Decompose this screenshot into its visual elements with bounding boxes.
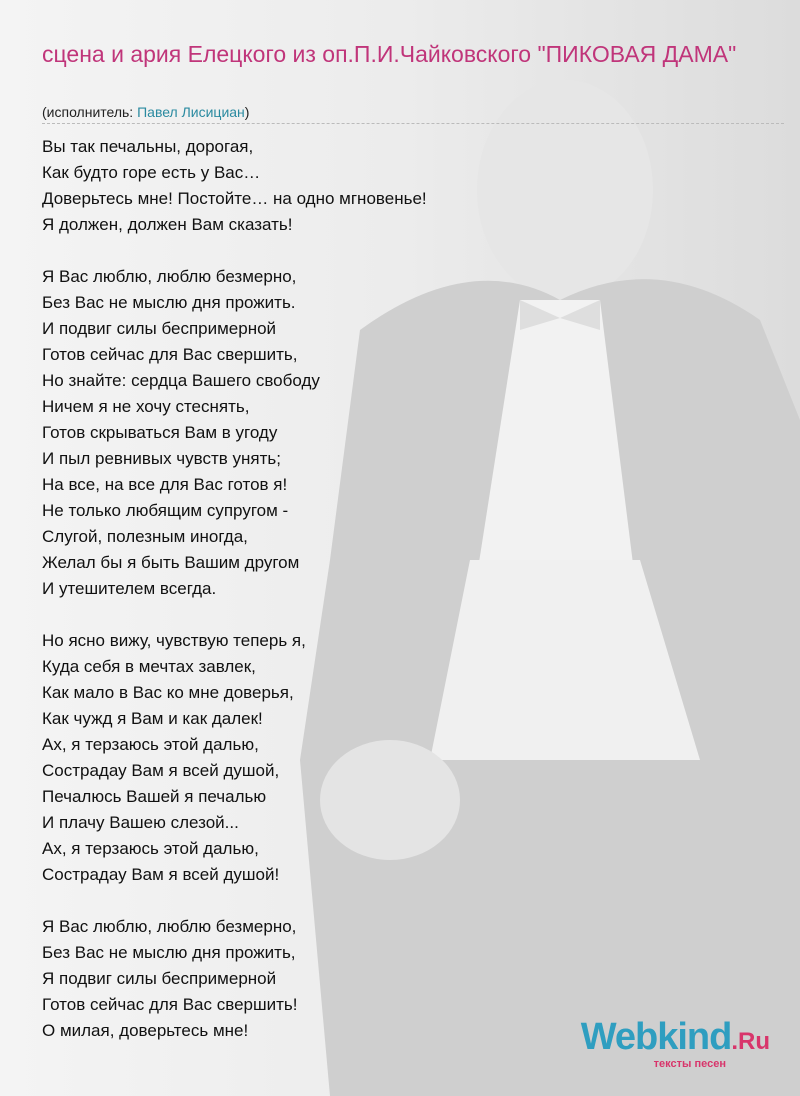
lyric-line: Как чужд я Вам и как далек! xyxy=(42,709,263,728)
lyric-line: Без Вас не мыслю дня прожить, xyxy=(42,943,296,962)
lyric-line: Без Вас не мыслю дня прожить. xyxy=(42,293,296,312)
lyric-line: Куда себя в мечтах завлек, xyxy=(42,657,256,676)
lyrics-text xyxy=(42,134,742,1070)
lyric-line: Как мало в Вас ко мне доверья, xyxy=(42,683,294,702)
lyric-line: И пыл ревнивых чувств унять; xyxy=(42,449,282,468)
logo-brand: Webkind xyxy=(580,1016,732,1058)
logo-tld: .Ru xyxy=(731,1028,770,1055)
lyric-line: Но ясно вижу, чувствую теперь я, xyxy=(42,631,306,650)
title-divider xyxy=(42,123,784,124)
lyric-line: Как будто горе есть у Вас… xyxy=(42,163,261,182)
site-logo[interactable] xyxy=(581,1017,770,1070)
lyric-line: Ах, я терзаюсь этой далью, xyxy=(42,735,259,754)
lyric-line: Готов сейчас для Вас свершить, xyxy=(42,345,298,364)
lyric-line: О милая, доверьтесь мне! xyxy=(42,1021,249,1040)
performer-close: ) xyxy=(244,104,250,120)
lyric-line: Я подвиг силы беспримерной xyxy=(42,969,277,988)
lyric-line: Вы так печальны, дорогая, xyxy=(42,137,254,156)
lyric-line: Я Вас люблю, люблю безмерно, xyxy=(42,267,297,286)
performer-link[interactable]: Павел Лисициан xyxy=(137,104,245,120)
lyric-line: Ах, я терзаюсь этой далью, xyxy=(42,839,259,858)
lyric-line: Не только любящим супругом - xyxy=(42,501,289,520)
lyric-line: Готов скрываться Вам в угоду xyxy=(42,423,278,442)
lyric-line: И утешителем всегда. xyxy=(42,579,217,598)
lyric-line: Готов сейчас для Вас свершить! xyxy=(42,995,298,1014)
lyric-line: Но знайте: сердца Вашего свободу xyxy=(42,371,320,390)
lyric-line: Доверьтесь мне! Постойте… на одно мгновенье! xyxy=(42,189,427,208)
lyric-line: Печалюсь Вашей я печалью xyxy=(42,787,267,806)
lyric-line: Слугой, полезным иногда, xyxy=(42,527,248,546)
lyric-line: И плачу Вашею слезой... xyxy=(42,813,239,832)
lyrics-stanza xyxy=(42,628,742,888)
song-title: сцена и ария Елецкого из оп.П.И.Чайковского "ПИКОВАЯ ДАМА" xyxy=(42,41,737,67)
performer-label: (исполнитель: xyxy=(42,104,138,120)
logo-tagline: тексты песен xyxy=(653,1058,726,1070)
lyric-line: Я Вас люблю, люблю безмерно, xyxy=(42,917,297,936)
lyrics-stanza xyxy=(42,134,742,238)
lyric-line: Я должен, должен Вам сказать! xyxy=(42,215,293,234)
performer-line xyxy=(42,103,249,121)
lyric-line: На все, на все для Вас готов я! xyxy=(42,475,288,494)
lyric-line: Желал бы я быть Вашим другом xyxy=(42,553,300,572)
lyric-line: И подвиг силы беспримерной xyxy=(42,319,277,338)
lyric-line: Сострадау Вам я всей душой, xyxy=(42,761,280,780)
lyric-line: Сострадау Вам я всей душой! xyxy=(42,865,280,884)
lyric-line: Ничем я не хочу стеснять, xyxy=(42,397,250,416)
lyrics-stanza xyxy=(42,264,742,602)
